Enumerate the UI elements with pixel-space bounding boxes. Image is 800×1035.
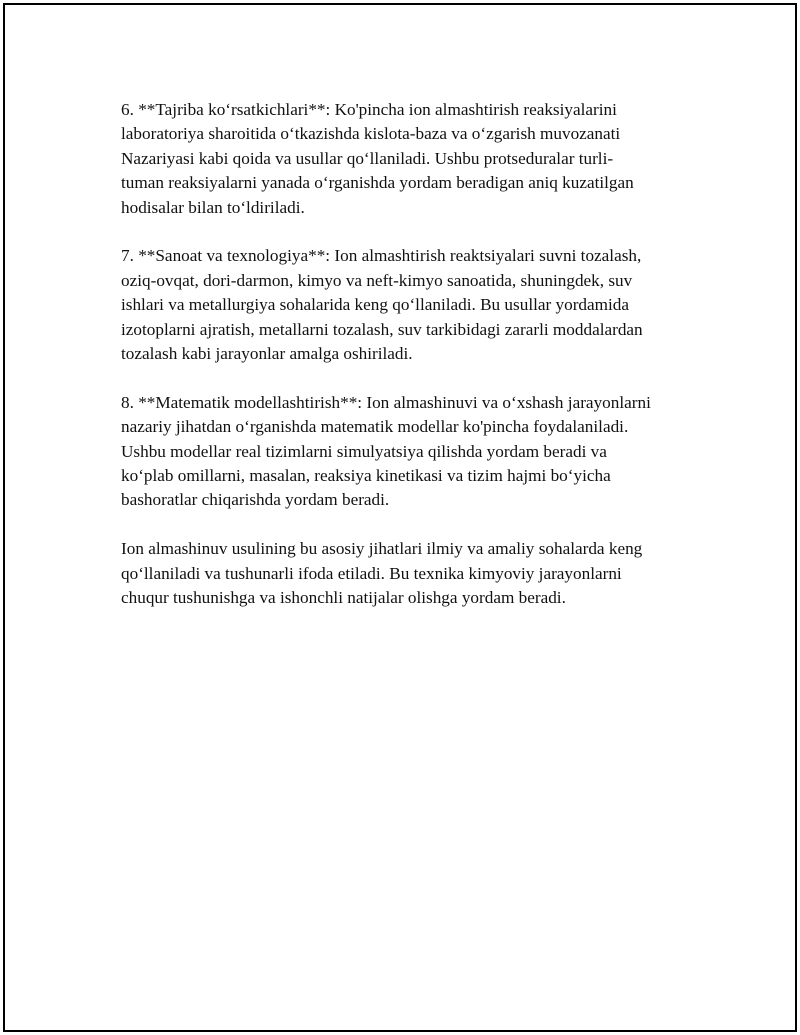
text-line: ko‘plab omillarni, masalan, reaksiya kinetikasi va tizim hajmi bo‘yicha [121, 466, 611, 486]
paragraph-industry-technology [121, 244, 701, 366]
document-page [3, 3, 797, 1032]
text-line: ishlari va metallurgiya sohalarida keng qo‘llaniladi. Bu usullar yordamida [121, 295, 630, 315]
text-line: tuman reaksiyalarni yanada o‘rganishda yordam beradigan aniq kuzatilgan [121, 173, 634, 193]
text-line: 8. **Matematik modellashtirish**: Ion almashinuvi va o‘xshash jarayonlarni [121, 392, 651, 412]
paragraph-conclusion [121, 537, 701, 610]
paragraph-experimental-indicators [121, 98, 701, 220]
paragraph-mathematical-modeling [121, 391, 701, 513]
text-line: Nazariyasi kabi qoida va usullar qo‘llaniladi. Ushbu protseduralar turli- [121, 148, 614, 168]
text-line: hodisalar bilan to‘ldiriladi. [121, 197, 305, 217]
text-line: oziq-ovqat, dori-darmon, kimyo va neft-kimyo sanoatida, shuningdek, suv [121, 270, 633, 290]
text-line: tozalash kabi jarayonlar amalga oshiriladi. [121, 344, 413, 364]
text-line: laboratoriya sharoitida o‘tkazishda kislota-baza va o‘zgarish muvozanati [121, 124, 621, 144]
text-line: qo‘llaniladi va tushunarli ifoda etiladi. Bu texnika kimyoviy jarayonlarni [121, 563, 622, 583]
text-line: Ushbu modellar real tizimlarni simulyatsiya qilishda yordam beradi va [121, 441, 607, 461]
text-line: 7. **Sanoat va texnologiya**: Ion almashtirish reaktsiyalari suvni tozalash, [121, 246, 642, 266]
text-line: nazariy jihatdan o‘rganishda matematik modellar ko'pincha foydalaniladi. [121, 417, 629, 437]
text-line: 6. **Tajriba ko‘rsatkichlari**: Ko'pincha ion almashtirish reaksiyalarini [121, 100, 617, 119]
text-line: izotoplarni ajratish, metallarni tozalash, suv tarkibidagi zararli moddalardan [121, 319, 643, 339]
text-line: Ion almashinuv usulining bu asosiy jihatlari ilmiy va amaliy sohalarda keng [121, 539, 643, 559]
text-line: chuqur tushunishga va ishonchli natijalar olishga yordam beradi. [121, 588, 566, 608]
text-line: bashoratlar chiqarishda yordam beradi. [121, 490, 390, 510]
document-body [121, 98, 701, 635]
